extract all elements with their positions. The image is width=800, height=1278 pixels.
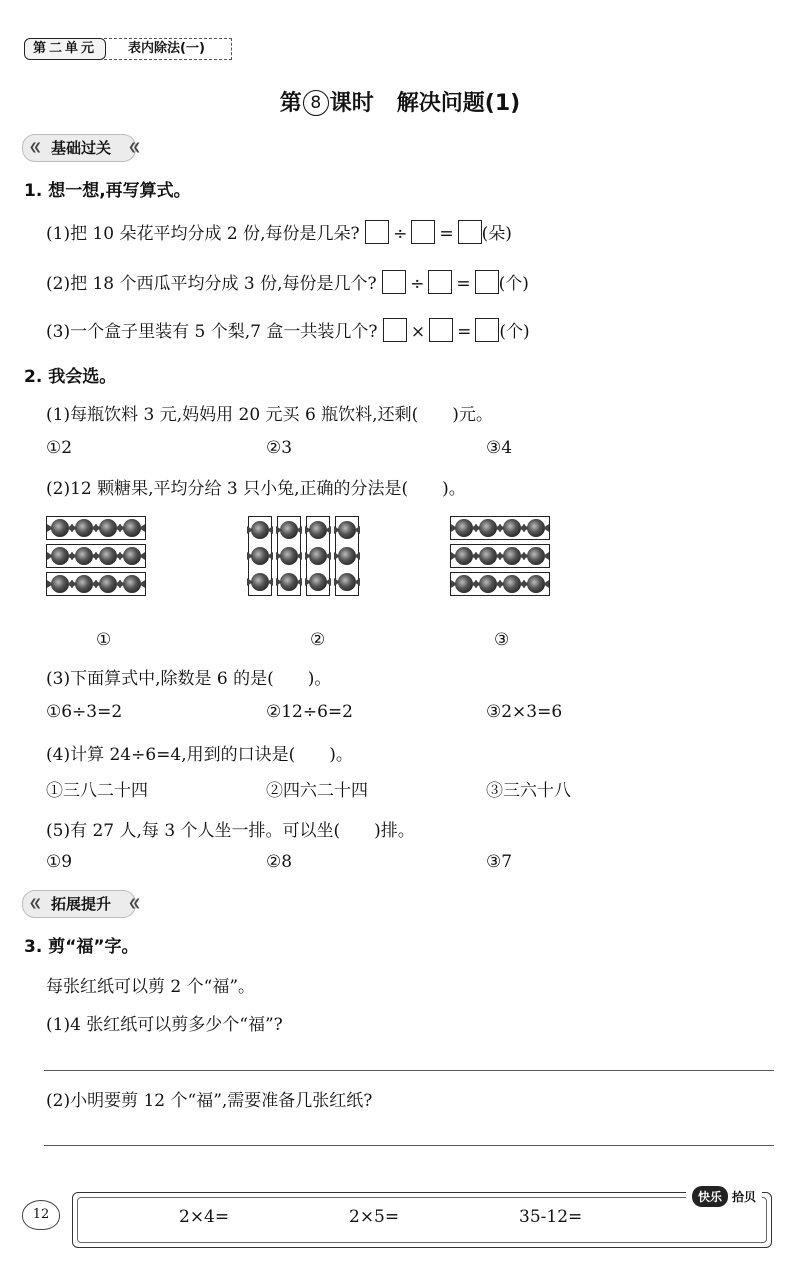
unit-label: (个) (498, 274, 529, 294)
candy-icon (338, 573, 356, 591)
equals: = (456, 274, 471, 294)
candy-icon (503, 519, 521, 537)
candy-icon (123, 575, 141, 593)
q2-s5-option-c[interactable]: ③7 (486, 852, 513, 872)
candy-group (46, 572, 146, 596)
candy-group (46, 516, 146, 540)
q1-item-3-text: (3)一个盒子里装有 5 个梨,7 盒一共装几个? (46, 322, 378, 342)
q2-s2-text: (2)12 颗糖果,平均分给 3 只小兔,正确的分法是( )。 (46, 479, 466, 499)
candy-icon (479, 547, 497, 565)
candy-group (277, 516, 301, 596)
picture-label-2[interactable]: ② (310, 630, 326, 650)
candy-icon (338, 521, 356, 539)
answer-box[interactable] (383, 318, 407, 342)
brand-logo (686, 1184, 762, 1208)
candy-icon (51, 547, 69, 565)
q1-item-2 (46, 269, 529, 294)
answer-line[interactable] (44, 1070, 774, 1071)
equals: = (457, 322, 472, 342)
candy-icon (75, 519, 93, 537)
candy-icon (309, 547, 327, 565)
q1-heading: 1. 想一想,再写算式。 (24, 181, 191, 201)
q3-intro: 每张红纸可以剪 2 个“福”。 (46, 977, 256, 997)
candy-icon (99, 547, 117, 565)
answer-box[interactable] (429, 318, 453, 342)
answer-line[interactable] (44, 1145, 774, 1146)
candy-icon (51, 575, 69, 593)
candy-icon (280, 573, 298, 591)
unit-label: (朵) (481, 224, 512, 244)
q3-s2-text: (2)小明要剪 12 个“福”,需要准备几张红纸? (46, 1091, 373, 1111)
q2-s3-option-c[interactable]: ③2×3=6 (486, 702, 563, 722)
candy-icon (251, 573, 269, 591)
q2-s5-text: (5)有 27 人,每 3 个人坐一排。可以坐( )排。 (46, 821, 415, 841)
q1-item-3 (46, 317, 530, 342)
q2-s5-option-a[interactable]: ①9 (46, 852, 73, 872)
candy-icon (75, 547, 93, 565)
q2-s3-text: (3)下面算式中,除数是 6 的是( )。 (46, 669, 332, 689)
candy-icon (251, 547, 269, 565)
candy-grouping-1 (46, 516, 146, 596)
candy-icon (99, 519, 117, 537)
candy-icon (527, 547, 545, 565)
candy-icon (479, 575, 497, 593)
answer-box[interactable] (411, 220, 435, 244)
candy-group (335, 516, 359, 596)
topic-label: 表内除法(一) (104, 38, 232, 60)
q1-item-2-text: (2)把 18 个西瓜平均分成 3 份,每份是几个? (46, 274, 377, 294)
candy-icon (51, 519, 69, 537)
candy-icon (99, 575, 117, 593)
logo-bubble: 快乐 (692, 1186, 728, 1207)
candy-icon (75, 575, 93, 593)
answer-box[interactable] (382, 270, 406, 294)
candy-group (450, 572, 550, 596)
candy-icon (527, 575, 545, 593)
q2-s4-option-b[interactable]: ②四六二十四 (266, 781, 368, 801)
candy-group (450, 516, 550, 540)
q2-s3-option-a[interactable]: ①6÷3=2 (46, 702, 123, 722)
q2-s1-text: (1)每瓶饮料 3 元,妈妈用 20 元买 6 瓶饮料,还剩( )元。 (46, 405, 493, 425)
lesson-topic: 解决问题(1) (396, 91, 521, 116)
candy-icon (479, 519, 497, 537)
section-extend-label: 拓展提升 (51, 895, 112, 913)
candy-group (46, 544, 146, 568)
candy-group (306, 516, 330, 596)
footer-calc-box (72, 1192, 772, 1248)
operator: × (410, 322, 426, 342)
candy-icon (455, 547, 473, 565)
q2-s5-option-b[interactable]: ②8 (266, 852, 293, 872)
q2-s1-option-b[interactable]: ②3 (266, 438, 293, 458)
answer-box[interactable] (475, 318, 499, 342)
equals: = (439, 224, 454, 244)
q2-s3-option-b[interactable]: ②12÷6=2 (266, 702, 353, 722)
answer-box[interactable] (365, 220, 389, 244)
lesson-number: 8 (303, 90, 329, 116)
q2-s4-text: (4)计算 24÷6=4,用到的口诀是( )。 (46, 745, 353, 765)
candy-icon (123, 547, 141, 565)
lesson-suffix: 课时 (329, 91, 374, 116)
logo-text: 拾贝 (732, 1189, 757, 1204)
candy-icon (455, 575, 473, 593)
q2-s1-option-a[interactable]: ①2 (46, 438, 73, 458)
candy-icon (503, 547, 521, 565)
unit-label: 第二单元 (24, 38, 106, 60)
q2-s4-option-c[interactable]: ③三六十八 (486, 781, 571, 801)
candy-icon (455, 519, 473, 537)
q1-item-1-text: (1)把 10 朵花平均分成 2 份,每份是几朵? (46, 224, 360, 244)
q1-item-1 (46, 219, 512, 244)
lesson-title (0, 86, 800, 117)
candy-icon (123, 519, 141, 537)
candy-group (248, 516, 272, 596)
candy-icon (309, 573, 327, 591)
picture-label-3[interactable]: ③ (494, 630, 510, 650)
q3-heading: 3. 剪“福”字。 (24, 937, 139, 957)
candy-icon (280, 521, 298, 539)
candy-icon (338, 547, 356, 565)
footer-calc-3: 35-12= (519, 1207, 583, 1227)
unit-header (24, 38, 232, 60)
unit-label: (个) (499, 322, 530, 342)
candy-group (450, 544, 550, 568)
q2-heading: 2. 我会选。 (24, 367, 117, 387)
section-extend-badge (22, 890, 136, 918)
section-basic-label: 基础过关 (51, 139, 112, 157)
candy-icon (251, 521, 269, 539)
q3-s1-text: (1)4 张红纸可以剪多少个“福”? (46, 1015, 283, 1035)
lesson-prefix: 第 (279, 91, 302, 116)
footer-calc-1: 2×4= (179, 1207, 230, 1227)
operator: ÷ (393, 224, 408, 244)
candy-grouping-3 (450, 516, 550, 596)
candy-grouping-2 (248, 516, 359, 596)
footer-calc-2: 2×5= (349, 1207, 400, 1227)
picture-label-1[interactable]: ① (96, 630, 112, 650)
section-basic-badge (22, 134, 136, 162)
candy-icon (280, 547, 298, 565)
q2-s1-option-c[interactable]: ③4 (486, 438, 513, 458)
operator: ÷ (410, 274, 425, 294)
answer-box[interactable] (475, 270, 499, 294)
candy-icon (503, 575, 521, 593)
candy-icon (527, 519, 545, 537)
q2-s4-option-a[interactable]: ①三八二十四 (46, 781, 148, 801)
candy-icon (309, 521, 327, 539)
page-number: 12 (22, 1200, 60, 1230)
answer-box[interactable] (428, 270, 452, 294)
answer-box[interactable] (458, 220, 482, 244)
